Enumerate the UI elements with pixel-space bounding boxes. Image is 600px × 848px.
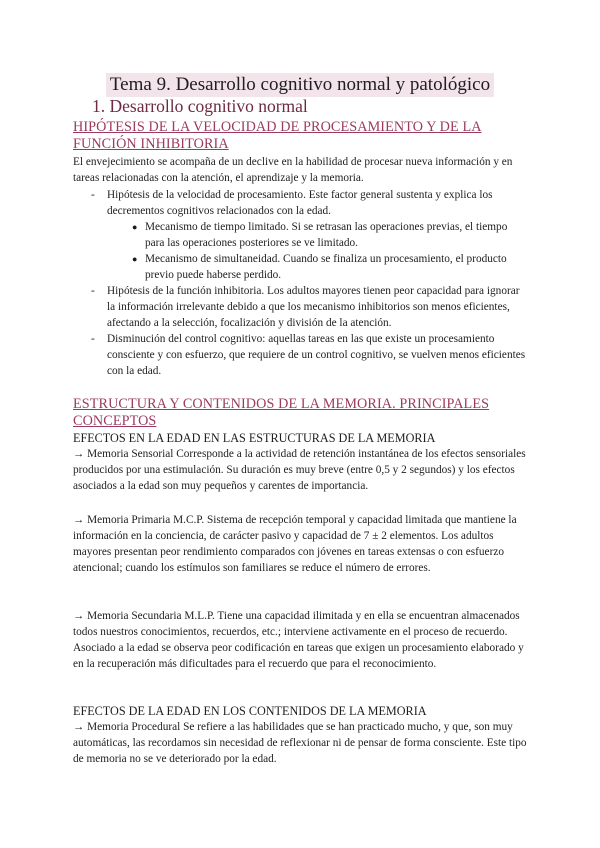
subheading-contents: EFECTOS DE LA EDAD EN LOS CONTENIDOS DE LA MEMORIA xyxy=(73,704,427,718)
sublist-item-limited-time: Mecanismo de tiempo limitado. Si se retrasan las operaciones previas, el tiempo para las operaciones posteriores se ve limitado. xyxy=(145,221,508,249)
dash-marker: - xyxy=(91,285,95,297)
sublist-item-simultaneity: Mecanismo de simultaneidad. Cuando se finaliza un procesamiento, el producto previo puede haberse perdido. xyxy=(145,253,507,281)
paragraph-secondary-memory: → Memoria Secundaria M.L.P. Tiene una capacidad ilimitada y en ella se encuentran almacenados todos nuestros conocimientos, recuerdos, etc.; interviene activamente en el proceso de recuerdo. Asociado a la edad se observa peor codificación en tareas que exigen un procesamiento elaborado y en la recuperación más dificultades para el recuerdo que para el reconocimiento. xyxy=(73,610,524,670)
dash-marker: - xyxy=(91,333,95,345)
hypothesis-heading: HIPÓTESIS DE LA VELOCIDAD DE PROCESAMIENTO Y DE LA FUNCIÓN INHIBITORIA xyxy=(73,119,482,152)
paragraph-primary-memory: → Memoria Primaria M.C.P. Sistema de recepción temporal y capacidad limitada que mantiene la información en la conciencia, de carácter pasivo y capacidad de 7 ± 2 elementos. Los adultos mayores presentan peor rendimiento comparados con jóvenes en tareas extensas o con esfuerzo atencional; cuando los estímulos son familiares se reduce el número de errores. xyxy=(73,514,517,574)
subheading-structures: EFECTOS EN LA EDAD EN LAS ESTRUCTURAS DE LA MEMORIA xyxy=(73,431,436,445)
page-title: Tema 9. Desarrollo cognitivo normal y patológico xyxy=(106,73,494,97)
list-item-processing-speed: Hipótesis de la velocidad de procesamiento. Este factor general sustenta y explica los decrementos cognitivos relacionados con la edad. xyxy=(107,189,493,217)
intro-paragraph: El envejecimiento se acompaña de un declive en la habilidad de procesar nueva información y en tareas relacionadas con la atención, el aprendizaje y la memoria. xyxy=(73,156,513,184)
dash-marker: - xyxy=(91,189,95,201)
title-wrap xyxy=(0,0,600,97)
paragraph-procedural-memory: → Memoria Procedural Se refiere a las habilidades que se han practicado mucho, y que, son muy automáticas, las recordamos sin necesidad de reflexionar ni de pensar de forma consciente. Este tipo de memoria no se ve deteriorado por la edad. xyxy=(73,721,527,765)
bullet-marker: ● xyxy=(132,254,138,264)
memory-structure-heading: ESTRUCTURA Y CONTENIDOS DE LA MEMORIA. PRINCIPALES CONCEPTOS xyxy=(73,396,490,429)
list-item-inhibitory-function: Hipótesis de la función inhibitoria. Los adultos mayores tienen peor capacidad para ignorar la información irrelevante debido a que los mecanismo inhibitorios son menos eficientes, afectando a la selección, focalización y división de la atención. xyxy=(107,285,520,329)
section-heading-1: 1. Desarrollo cognitivo normal xyxy=(92,96,308,116)
paragraph-sensory-memory: → Memoria Sensorial Corresponde a la actividad de retención instantánea de los efectos sensoriales producidos por una estimulación. Su duración es muy breve (entre 0,5 y 2 segundos) y los efectos asociados a la edad son muy pequeños y carentes de importancia. xyxy=(73,448,526,492)
bullet-marker: ● xyxy=(132,222,138,232)
list-item-cognitive-control: Disminución del control cognitivo: aquellas tareas en las que existe un procesamiento consciente y con esfuerzo, que requiere de un control cognitivo, se vuelven menos eficientes con la edad. xyxy=(107,333,526,377)
